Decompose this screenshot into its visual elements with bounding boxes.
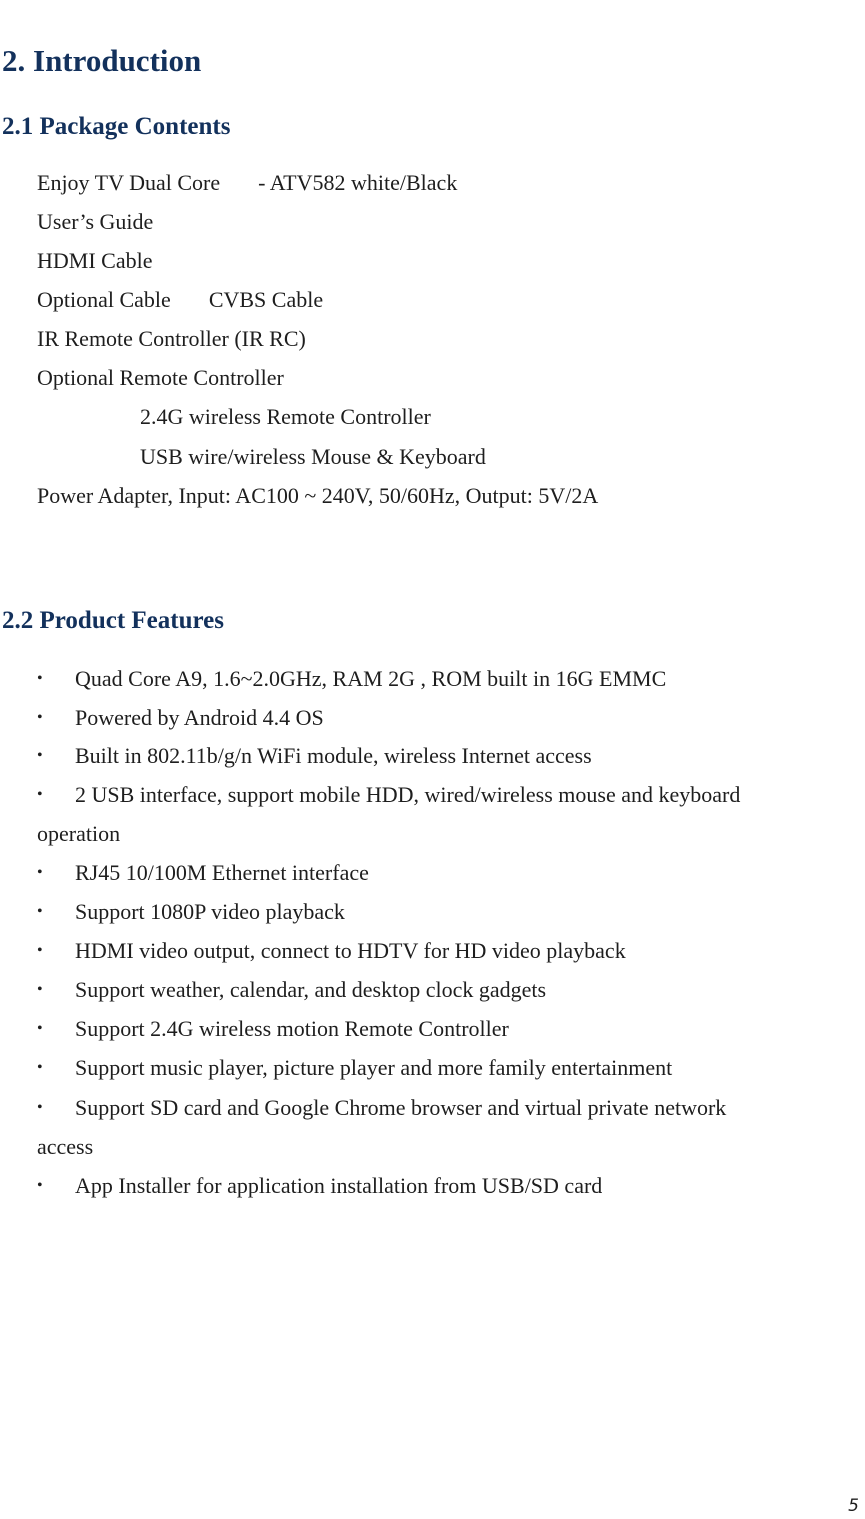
feature-item: Support music player, picture player and more family entertainment [75,1055,673,1080]
feature-item: 2 USB interface, support mobile HDD, wired/wireless mouse and keyboard [75,782,741,807]
bullet-icon: • [37,864,43,881]
feature-item: HDMI video output, connect to HDTV for HD video playback [75,938,626,963]
bullet-icon: • [37,709,43,726]
feature-item: Support weather, calendar, and desktop clock gadgets [75,977,547,1002]
feature-item-continuation: operation [37,821,121,846]
package-subitem: 2.4G wireless Remote Controller [140,404,431,429]
bullet-icon: • [37,786,43,803]
feature-item: Built in 802.11b/g/n WiFi module, wireless Internet access [75,743,592,768]
package-item: IR Remote Controller (IR RC) [37,326,306,351]
package-subitem: USB wire/wireless Mouse & Keyboard [140,444,486,469]
bullet-icon: • [37,903,43,920]
page-number: 5 [848,1496,859,1516]
package-item: Optional Remote Controller [37,365,284,390]
feature-item: RJ45 10/100M Ethernet interface [75,860,369,885]
package-item: User’s Guide [37,209,154,234]
feature-item: Support 1080P video playback [75,899,345,924]
feature-item: Quad Core A9, 1.6~2.0GHz, RAM 2G , ROM built in 16G EMMC [75,666,667,691]
package-contents-heading: 2.1 Package Contents [2,113,231,140]
package-item: Enjoy TV Dual Core - ATV582 white/Black [37,170,458,195]
package-item: HDMI Cable [37,248,153,273]
package-item: Optional Cable CVBS Cable [37,287,324,312]
feature-item: Powered by Android 4.4 OS [75,705,324,730]
bullet-icon: • [37,1099,43,1116]
bullet-icon: • [37,1020,43,1037]
feature-item-continuation: access [37,1134,94,1159]
section-title: 2. Introduction [2,43,202,78]
package-item: Power Adapter, Input: AC100 ~ 240V, 50/60Hz, Output: 5V/2A [37,483,599,508]
product-features-heading: 2.2 Product Features [2,607,224,634]
feature-item: App Installer for application installation from USB/SD card [75,1173,603,1198]
bullet-icon: • [37,942,43,959]
bullet-icon: • [37,981,43,998]
feature-item: Support 2.4G wireless motion Remote Controller [75,1016,509,1041]
bullet-icon: • [37,747,43,764]
bullet-icon: • [37,1059,43,1076]
bullet-icon: • [37,670,43,687]
bullet-icon: • [37,1177,43,1194]
feature-item: Support SD card and Google Chrome browser and virtual private network [75,1095,727,1120]
